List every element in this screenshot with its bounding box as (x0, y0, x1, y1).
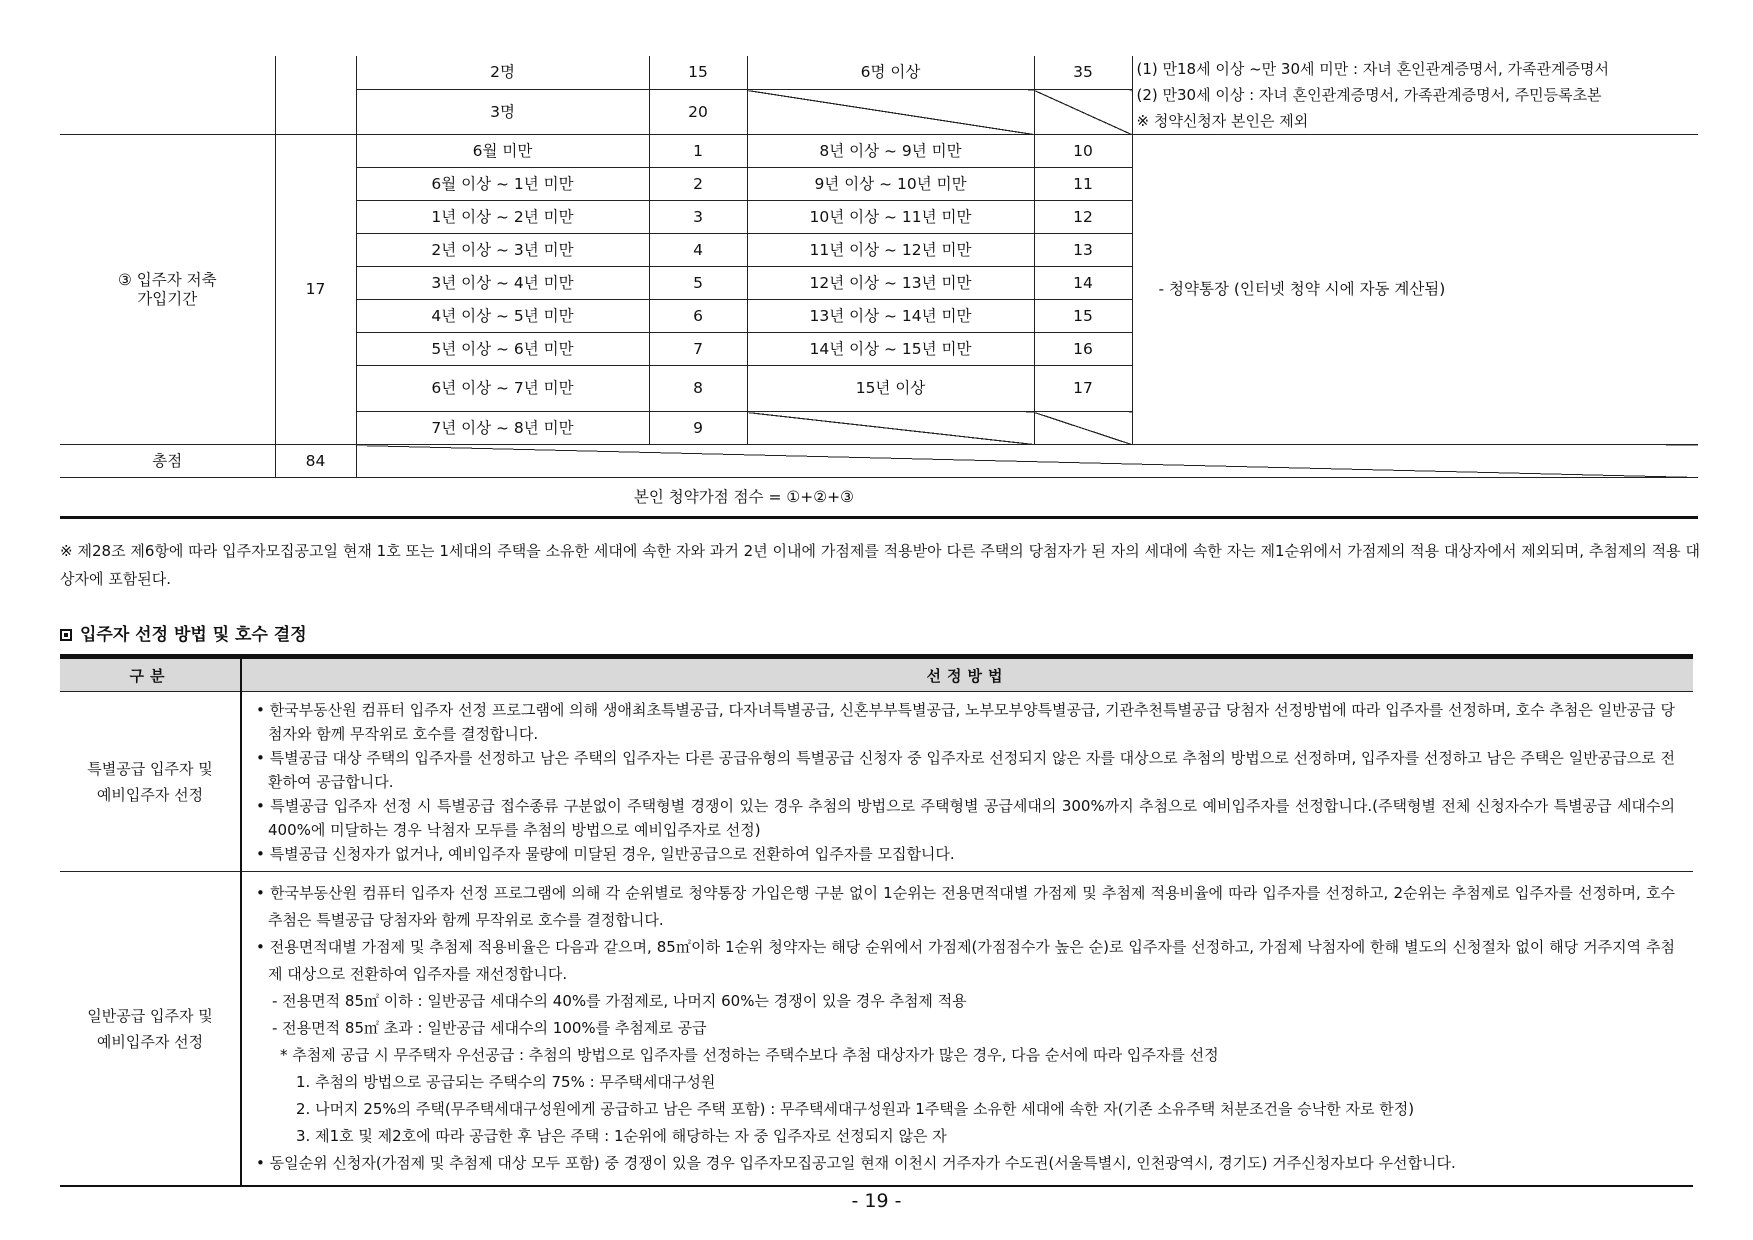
list-item: 3. 제1호 및 제2호에 따라 공급한 후 남은 주택 : 1순위에 해당하는 자 중 입주자로 선정되지 않은 자 (296, 1127, 947, 1145)
score-cell: 4 (649, 234, 747, 267)
criteria-cell: 14년 이상 ~ 15년 미만 (747, 333, 1034, 366)
score-cell: 7 (649, 333, 747, 366)
special-category-cell (60, 692, 241, 872)
criteria-cell: 8년 이상 ~ 9년 미만 (747, 135, 1034, 168)
dependents-note (1132, 56, 1698, 135)
empty-slash-cell (356, 445, 1698, 478)
score-cell: 2 (649, 168, 747, 201)
formula-spacer (60, 478, 356, 518)
score-cell: 15 (649, 56, 747, 90)
criteria-cell: 13년 이상 ~ 14년 미만 (747, 300, 1034, 333)
empty-slash-cell (747, 90, 1034, 135)
general-label-line1: 일반공급 입주자 및 (87, 1006, 213, 1025)
score-table (60, 56, 1698, 519)
max-score-cell (275, 56, 356, 135)
criteria-cell: 9년 이상 ~ 10년 미만 (747, 168, 1034, 201)
score-cell: 5 (649, 267, 747, 300)
empty-slash-cell (1034, 412, 1132, 445)
note-line: (2) 만30세 이상 : 자녀 혼인관계증명서, 가족관계증명서, 주민등록초본 (1136, 86, 1602, 104)
score-cell: 6 (649, 300, 747, 333)
total-value: 84 (275, 445, 356, 478)
criteria-cell: 6월 이상 ~ 1년 미만 (356, 168, 649, 201)
criteria-cell: 3명 (356, 90, 649, 135)
criteria-cell: 1년 이상 ~ 2년 미만 (356, 201, 649, 234)
score-cell: 3 (649, 201, 747, 234)
criteria-cell: 7년 이상 ~ 8년 미만 (356, 412, 649, 445)
list-item: • 동일순위 신청자(가점제 및 추첨제 대상 모두 포함) 중 경쟁이 있을 경우 입주자모집공고일 현재 이천시 거주자가 수도권(서울특별시, 인천광역시, 경기도) 거주신청자보다 우선합니다. (256, 1150, 1675, 1177)
score-cell: 15 (1034, 300, 1132, 333)
score-cell: 35 (1034, 56, 1132, 90)
section-title (60, 620, 307, 645)
list-item: - 전용면적 85㎡ 초과 : 일반공급 세대수의 100%를 추첨제로 공급 (272, 1019, 707, 1037)
formula-spacer (1132, 478, 1698, 518)
criteria-cell: 2명 (356, 56, 649, 90)
list-item: 1. 추첨의 방법으로 공급되는 주택수의 75% : 무주택세대구성원 (296, 1073, 716, 1091)
criteria-cell: 6명 이상 (747, 56, 1034, 90)
score-cell: 8 (649, 366, 747, 412)
list-item: • 특별공급 대상 주택의 입주자를 선정하고 남은 주택의 입주자는 다른 공급유형의 특별공급 신청자 중 입주자로 선정되지 않은 자를 대상으로 추첨의 방법으로 선정하며, 입주자를 선정하고 남은 주택은 일반공급으로 전환하여 공급합니다. (256, 746, 1675, 794)
empty-slash-cell (1034, 90, 1132, 135)
general-category-cell (60, 872, 241, 1187)
score-cell: 12 (1034, 201, 1132, 234)
table-row (60, 56, 1698, 90)
list-item: • 한국부동산원 컴퓨터 입주자 선정 프로그램에 의해 생애최초특별공급, 다자녀특별공급, 신혼부부특별공급, 노부모부양특별공급, 기관추천특별공급 당첨자 선정방법에 따라 입주자를 선정하며, 호수 추첨은 일반공급 당첨자와 함께 무작위로 호수를 결정합니다. (256, 698, 1675, 746)
list-item: • 특별공급 신청자가 없거나, 예비입주자 물량에 미달된 경우, 일반공급으로 전환하여 입주자를 모집합니다. (256, 842, 1675, 866)
header-method: 선정방법 (241, 657, 1693, 692)
criteria-cell: 6년 이상 ~ 7년 미만 (356, 366, 649, 412)
general-label-line2: 예비입주자 선정 (96, 1032, 204, 1051)
criteria-cell: 2년 이상 ~ 3년 미만 (356, 234, 649, 267)
score-cell: 16 (1034, 333, 1132, 366)
criteria-cell: 3년 이상 ~ 4년 미만 (356, 267, 649, 300)
header-category: 구분 (60, 657, 241, 692)
savings-label-line2: 가입기간 (137, 289, 198, 308)
note-line: ※ 청약신청자 본인은 제외 (1136, 112, 1309, 130)
page-number: - 19 - (851, 1190, 902, 1212)
total-row (60, 445, 1698, 478)
list-item: • 한국부동산원 컴퓨터 입주자 선정 프로그램에 의해 각 순위별로 청약통장 가입은행 구분 없이 1순위는 전용면적대별 가점제 및 추첨제 적용비율에 따라 입주자를 선정하고, 2순위는 추첨제로 입주자를 선정하며, 호수 추첨은 특별공급 당첨자와 함께 무작위로 호수를 결정합니다. (256, 880, 1675, 934)
criteria-cell: 12년 이상 ~ 13년 미만 (747, 267, 1034, 300)
special-label-line1: 특별공급 입주자 및 (87, 759, 213, 778)
footnote: ※ 제28조 제6항에 따라 입주자모집공고일 현재 1호 또는 1세대의 주택을 소유한 세대에 속한 자와 과거 2년 이내에 가점제를 적용받아 다른 주택의 당첨자가 된 자의 세대에 속한 자는 제1순위에서 가점제의 적용 대상자에서 제외되며, 추첨제의 적용 대상자에 포함된다. (60, 542, 1700, 588)
savings-note: - 청약통장 (인터넷 청약 시에 자동 계산됨) (1132, 135, 1698, 445)
special-label-line2: 예비입주자 선정 (96, 785, 204, 804)
list-item: 2. 나머지 25%의 주택(무주택세대구성원에게 공급하고 남은 주택 포함) : 무주택세대구성원과 1주택을 소유한 세대에 속한 자(기존 소유주택 처분조건을 승낙한 자로 한정) (296, 1100, 1415, 1118)
savings-max-score: 17 (275, 135, 356, 445)
list-item: • 특별공급 입주자 선정 시 특별공급 접수종류 구분없이 주택형별 경쟁이 있는 경우 추첨의 방법으로 주택형별 공급세대의 300%까지 추첨으로 예비입주자를 선정합니다.(주택형별 전체 신청자수가 특별공급 세대수의 400%에 미달하는 경우 낙첨자 모두를 추첨의 방법으로 예비입주자로 선정) (256, 794, 1675, 842)
score-cell: 13 (1034, 234, 1132, 267)
square-bullet-icon (60, 629, 72, 641)
table-header-row (60, 657, 1693, 692)
score-cell: 11 (1034, 168, 1132, 201)
score-cell: 17 (1034, 366, 1132, 412)
category-cell (60, 56, 275, 135)
list-item: • 전용면적대별 가점제 및 추첨제 적용비율은 다음과 같으며, 85㎡이하 1순위 청약자는 해당 순위에서 가점제(가점점수가 높은 순)로 입주자를 선정하고, 가점제 낙첨자에 한해 별도의 신청절차 없이 해당 거주지역 추첨제 대상으로 전환하여 입주자를 재선정합니다. (256, 934, 1675, 988)
formula-text: 본인 청약가점 점수 = ①+②+③ (356, 478, 1132, 518)
savings-category-cell (60, 135, 275, 445)
criteria-cell: 11년 이상 ~ 12년 미만 (747, 234, 1034, 267)
section-title-text: 입주자 선정 방법 및 호수 결정 (80, 625, 307, 645)
special-supply-row (60, 692, 1693, 872)
criteria-cell: 6월 미만 (356, 135, 649, 168)
special-method-cell (241, 692, 1693, 872)
criteria-cell: 15년 이상 (747, 366, 1034, 412)
note-line: (1) 만18세 이상 ~만 30세 미만 : 자녀 혼인관계증명서, 가족관계증명서 (1136, 60, 1609, 78)
formula-row (60, 478, 1698, 518)
list-item: - 전용면적 85㎡ 이하 : 일반공급 세대수의 40%를 가점제로, 나머지 60%는 경쟁이 있을 경우 추첨제 적용 (272, 992, 967, 1010)
general-method-cell (241, 872, 1693, 1187)
empty-slash-cell (747, 412, 1034, 445)
criteria-cell: 5년 이상 ~ 6년 미만 (356, 333, 649, 366)
criteria-cell: 4년 이상 ~ 5년 미만 (356, 300, 649, 333)
savings-label-line1: ③ 입주자 저축 (117, 270, 217, 289)
list-item: * 추첨제 공급 시 무주택자 우선공급 : 추첨의 방법으로 입주자를 선정하는 주택수보다 추첨 대상자가 많은 경우, 다음 순서에 따라 입주자를 선정 (280, 1046, 1219, 1064)
score-cell: 1 (649, 135, 747, 168)
table-row (60, 135, 1698, 168)
score-cell: 20 (649, 90, 747, 135)
total-label: 총점 (60, 445, 275, 478)
score-cell: 9 (649, 412, 747, 445)
selection-table (60, 654, 1693, 1187)
score-cell: 10 (1034, 135, 1132, 168)
score-cell: 14 (1034, 267, 1132, 300)
general-supply-row (60, 872, 1693, 1187)
criteria-cell: 10년 이상 ~ 11년 미만 (747, 201, 1034, 234)
